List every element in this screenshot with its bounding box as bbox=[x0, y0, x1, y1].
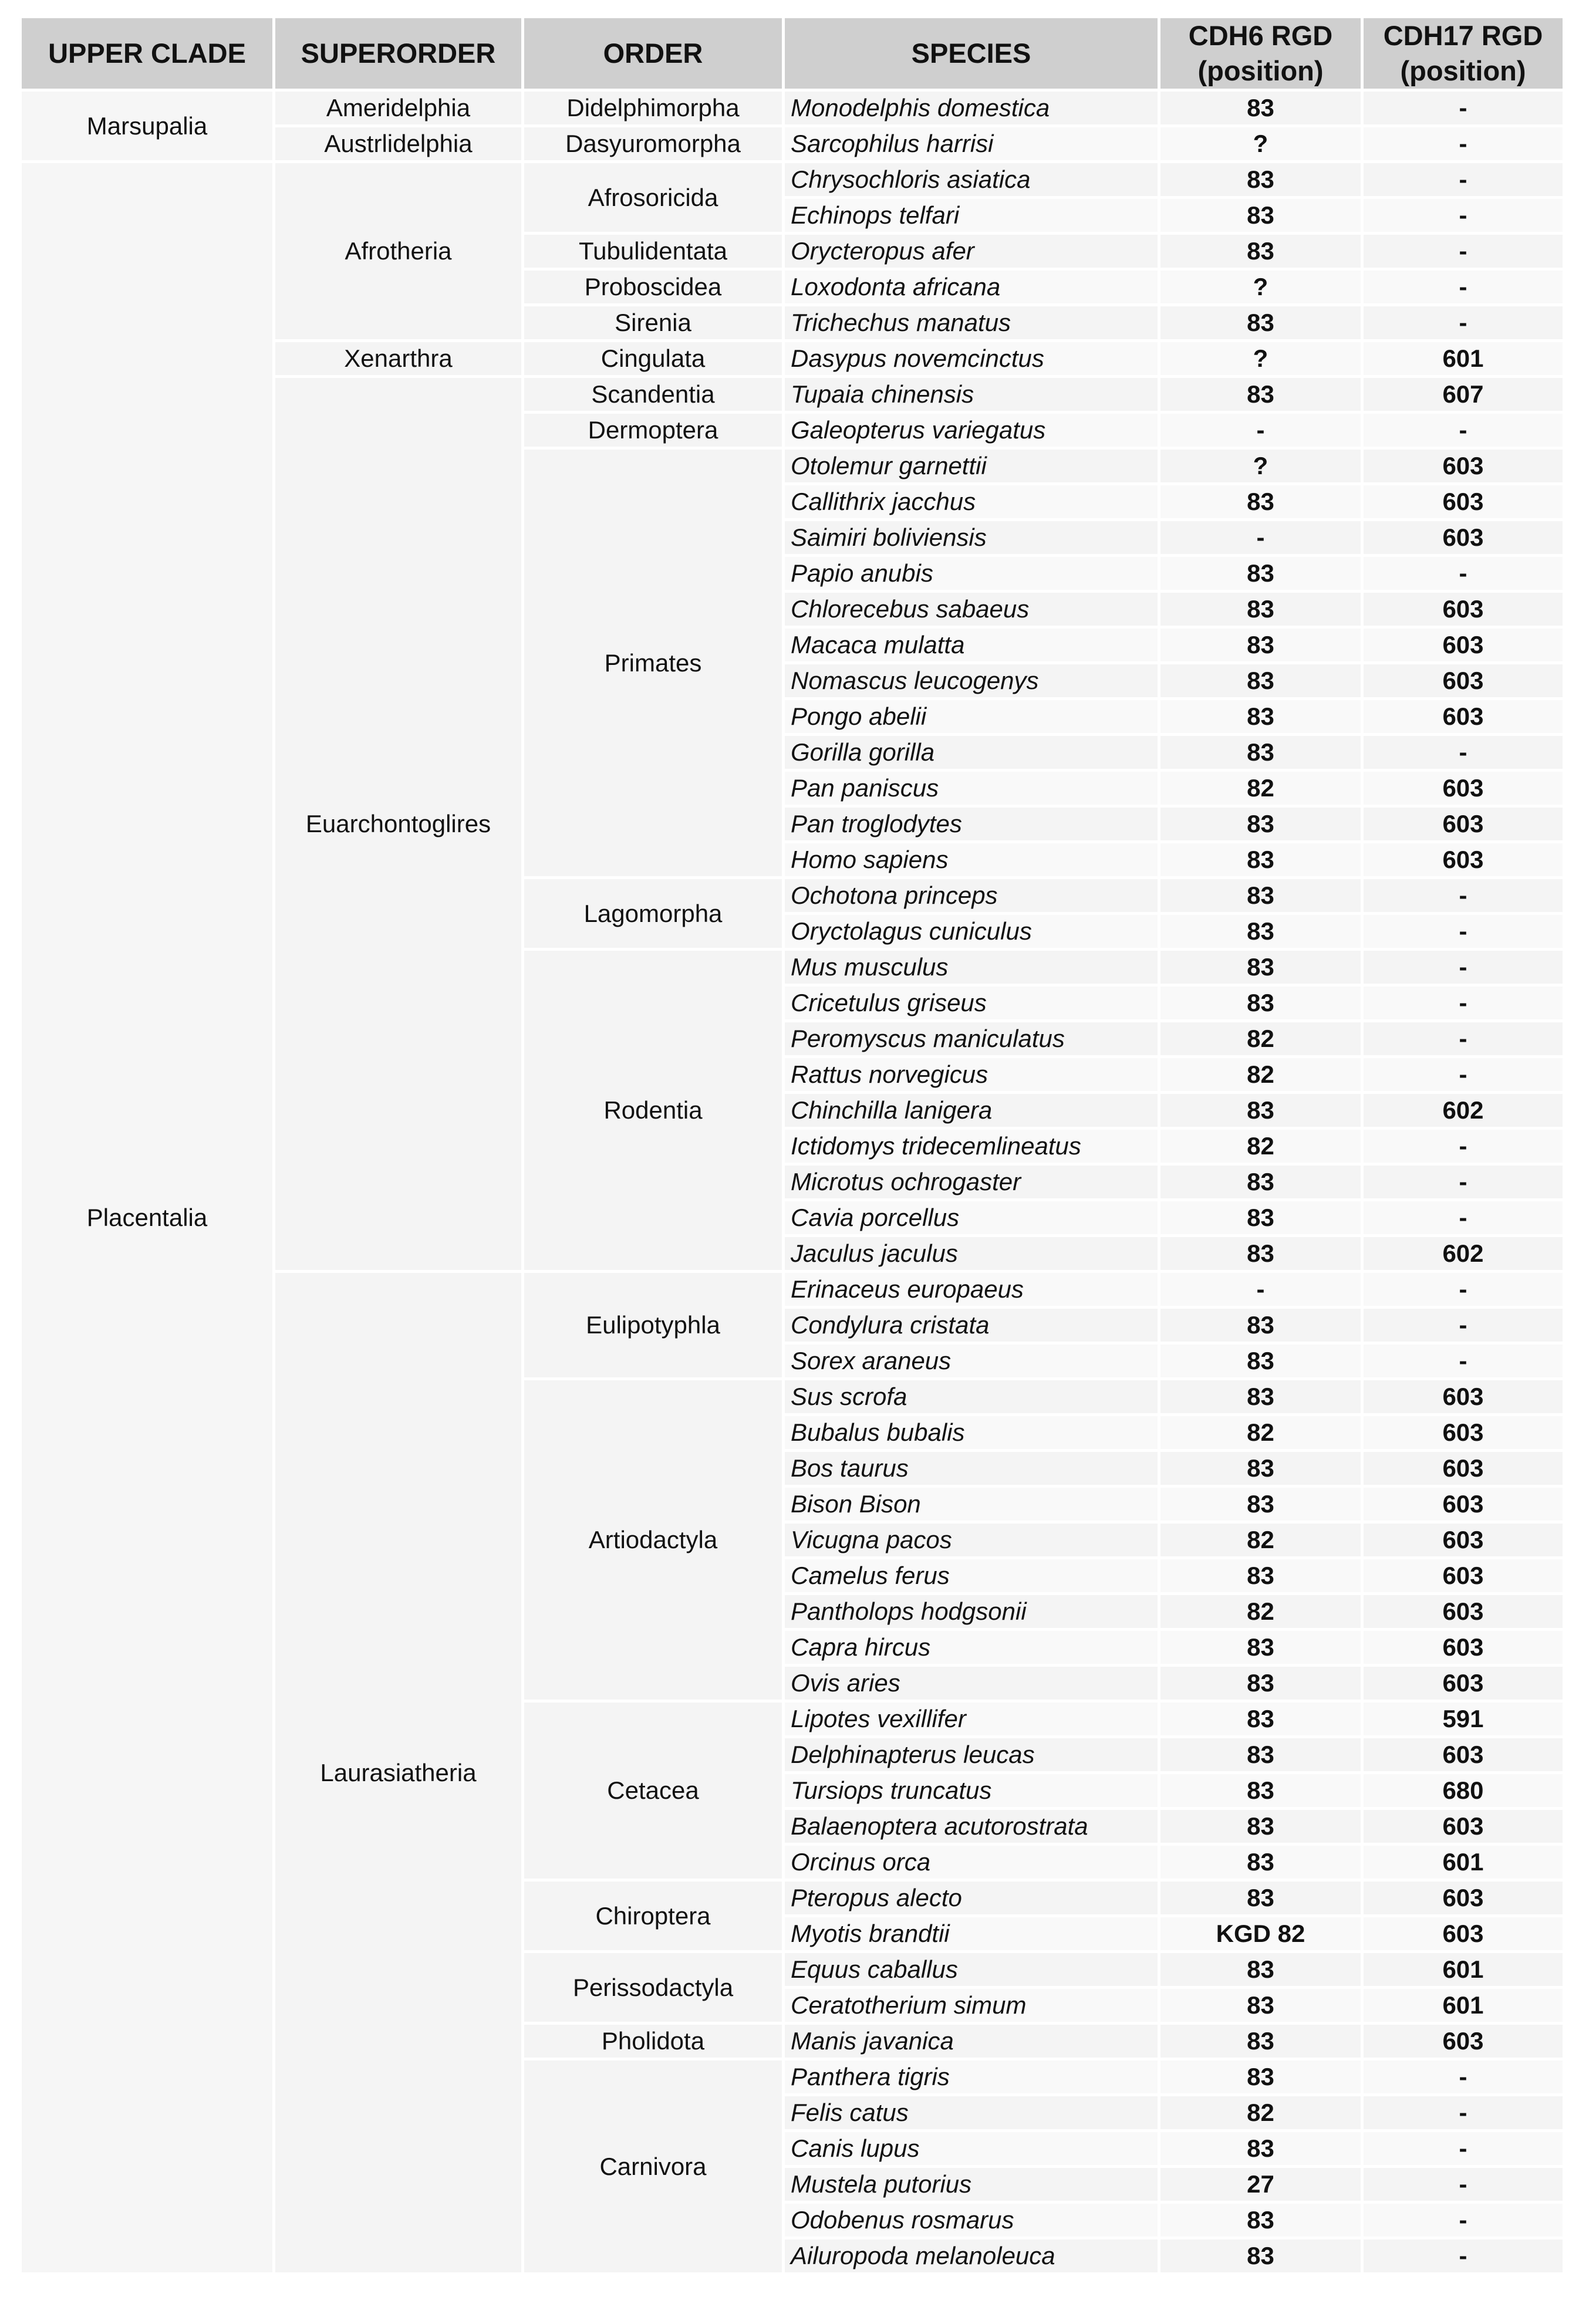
cdh6-cell: 83 bbox=[1159, 1487, 1362, 1522]
cdh6-cell: 83 bbox=[1159, 1952, 1362, 1988]
species-cell: Bubalus bubalis bbox=[784, 1415, 1159, 1451]
cdh17-cell: 603 bbox=[1362, 592, 1564, 627]
cdh6-cell: 82 bbox=[1159, 1415, 1362, 1451]
cdh17-cell: 603 bbox=[1362, 1630, 1564, 1666]
cdh6-cell: 83 bbox=[1159, 735, 1362, 771]
species-cell: Tursiops truncatus bbox=[784, 1773, 1159, 1809]
superorder-cell: Xenarthra bbox=[274, 341, 523, 377]
species-cell: Microtus ochrogaster bbox=[784, 1164, 1159, 1200]
cdh17-cell: - bbox=[1362, 735, 1564, 771]
cdh6-cell: 83 bbox=[1159, 1164, 1362, 1200]
order-cell: Sirenia bbox=[523, 305, 784, 341]
cdh17-cell: 603 bbox=[1362, 1487, 1564, 1522]
cdh17-cell: 603 bbox=[1362, 1666, 1564, 1701]
cdh6-cell: 83 bbox=[1159, 1666, 1362, 1701]
order-cell: Perissodactyla bbox=[523, 1952, 784, 2024]
order-cell: Proboscidea bbox=[523, 269, 784, 305]
cdh6-cell: 82 bbox=[1159, 1594, 1362, 1630]
species-cell: Pteropus alecto bbox=[784, 1880, 1159, 1916]
cdh17-cell: - bbox=[1362, 914, 1564, 950]
cdh6-cell: 83 bbox=[1159, 484, 1362, 520]
order-cell: Pholidota bbox=[523, 2024, 784, 2059]
cdh6-cell: 27 bbox=[1159, 2167, 1362, 2203]
cdh17-cell: - bbox=[1362, 1164, 1564, 1200]
species-cell: Condylura cristata bbox=[784, 1308, 1159, 1343]
species-cell: Sarcophilus harrisi bbox=[784, 126, 1159, 162]
species-cell: Loxodonta africana bbox=[784, 269, 1159, 305]
table-row bbox=[21, 90, 1564, 126]
cdh17-cell: 603 bbox=[1362, 1558, 1564, 1594]
cdh6-cell: 83 bbox=[1159, 1773, 1362, 1809]
cdh6-cell: 83 bbox=[1159, 162, 1362, 198]
header-cdh17-title: CDH17 RGD bbox=[1383, 20, 1543, 51]
species-cell: Balaenoptera acutorostrata bbox=[784, 1809, 1159, 1845]
species-cell: Mustela putorius bbox=[784, 2167, 1159, 2203]
cdh6-cell: 83 bbox=[1159, 1701, 1362, 1737]
cdh6-cell: 83 bbox=[1159, 699, 1362, 735]
cdh6-cell: 83 bbox=[1159, 1236, 1362, 1272]
header-superorder: SUPERORDER bbox=[274, 17, 523, 90]
cdh17-cell: 601 bbox=[1362, 1952, 1564, 1988]
cdh17-cell: - bbox=[1362, 985, 1564, 1021]
header-cdh6-title: CDH6 RGD bbox=[1188, 20, 1333, 51]
cdh17-cell: 601 bbox=[1362, 1988, 1564, 2024]
cdh17-cell: 603 bbox=[1362, 771, 1564, 806]
cdh6-cell: 82 bbox=[1159, 1021, 1362, 1057]
cdh6-cell: 83 bbox=[1159, 1880, 1362, 1916]
order-cell: Dasyuromorpha bbox=[523, 126, 784, 162]
cdh17-cell: - bbox=[1362, 126, 1564, 162]
species-cell: Bos taurus bbox=[784, 1451, 1159, 1487]
species-cell: Ailuropoda melanoleuca bbox=[784, 2238, 1159, 2274]
upper-clade-cell: Placentalia bbox=[21, 162, 274, 2274]
cdh17-cell: - bbox=[1362, 1343, 1564, 1379]
cdh6-cell: 82 bbox=[1159, 771, 1362, 806]
cdh17-cell: - bbox=[1362, 2203, 1564, 2238]
species-cell: Vicugna pacos bbox=[784, 1522, 1159, 1558]
order-cell: Carnivora bbox=[523, 2059, 784, 2274]
header-cdh6-sub: (position) bbox=[1197, 55, 1324, 86]
species-cell: Ictidomys tridecemlineatus bbox=[784, 1129, 1159, 1164]
species-cell: Monodelphis domestica bbox=[784, 90, 1159, 126]
cdh17-cell: - bbox=[1362, 2059, 1564, 2095]
cdh17-cell: - bbox=[1362, 2167, 1564, 2203]
cdh6-cell: - bbox=[1159, 413, 1362, 448]
cdh6-cell: 83 bbox=[1159, 2238, 1362, 2274]
cdh17-cell: 603 bbox=[1362, 842, 1564, 878]
cadherin-rgd-table bbox=[19, 15, 1565, 2275]
header-row bbox=[21, 17, 1564, 90]
cdh6-cell: 83 bbox=[1159, 1379, 1362, 1415]
cdh6-cell: 83 bbox=[1159, 1451, 1362, 1487]
cdh17-cell: - bbox=[1362, 269, 1564, 305]
species-cell: Oryctolagus cuniculus bbox=[784, 914, 1159, 950]
cdh6-cell: - bbox=[1159, 1272, 1362, 1308]
header-cdh6 bbox=[1159, 17, 1362, 90]
species-cell: Canis lupus bbox=[784, 2131, 1159, 2167]
superorder-cell: Afrotheria bbox=[274, 162, 523, 341]
cdh6-cell: 83 bbox=[1159, 985, 1362, 1021]
cdh6-cell: 83 bbox=[1159, 1630, 1362, 1666]
species-cell: Homo sapiens bbox=[784, 842, 1159, 878]
cdh17-cell: 602 bbox=[1362, 1093, 1564, 1129]
species-cell: Otolemur garnettii bbox=[784, 448, 1159, 484]
cdh6-cell: 83 bbox=[1159, 1737, 1362, 1773]
cdh6-cell: 83 bbox=[1159, 842, 1362, 878]
species-cell: Odobenus rosmarus bbox=[784, 2203, 1159, 2238]
cdh6-cell: 83 bbox=[1159, 2203, 1362, 2238]
species-cell: Papio anubis bbox=[784, 556, 1159, 592]
cdh6-cell: 83 bbox=[1159, 878, 1362, 914]
order-cell: Afrosoricida bbox=[523, 162, 784, 234]
cdh17-cell: 603 bbox=[1362, 520, 1564, 556]
species-cell: Pan troglodytes bbox=[784, 806, 1159, 842]
superorder-cell: Laurasiatheria bbox=[274, 1272, 523, 2274]
cdh6-cell: 83 bbox=[1159, 234, 1362, 269]
header-species: SPECIES bbox=[784, 17, 1159, 90]
cdh6-cell: 83 bbox=[1159, 198, 1362, 234]
order-cell: Tubulidentata bbox=[523, 234, 784, 269]
cdh17-cell: 603 bbox=[1362, 1916, 1564, 1952]
upper-clade-cell: Marsupalia bbox=[21, 90, 274, 162]
cdh6-cell: 83 bbox=[1159, 305, 1362, 341]
cdh6-cell: 83 bbox=[1159, 627, 1362, 663]
cdh17-cell: 603 bbox=[1362, 806, 1564, 842]
species-cell: Saimiri boliviensis bbox=[784, 520, 1159, 556]
cdh6-cell: - bbox=[1159, 520, 1362, 556]
species-cell: Bison Bison bbox=[784, 1487, 1159, 1522]
cdh6-cell: 83 bbox=[1159, 2131, 1362, 2167]
header-order: ORDER bbox=[523, 17, 784, 90]
cdh6-cell: 83 bbox=[1159, 2059, 1362, 2095]
cdh17-cell: 607 bbox=[1362, 377, 1564, 413]
species-cell: Echinops telfari bbox=[784, 198, 1159, 234]
order-cell: Didelphimorpha bbox=[523, 90, 784, 126]
cdh17-cell: 603 bbox=[1362, 1451, 1564, 1487]
cdh6-cell: 83 bbox=[1159, 556, 1362, 592]
cdh17-cell: 603 bbox=[1362, 1379, 1564, 1415]
species-cell: Myotis brandtii bbox=[784, 1916, 1159, 1952]
species-cell: Chlorecebus sabaeus bbox=[784, 592, 1159, 627]
species-cell: Macaca mulatta bbox=[784, 627, 1159, 663]
cdh17-cell: 601 bbox=[1362, 341, 1564, 377]
cdh17-cell: 603 bbox=[1362, 1880, 1564, 1916]
species-cell: Nomascus leucogenys bbox=[784, 663, 1159, 699]
cdh17-cell: 591 bbox=[1362, 1701, 1564, 1737]
cdh17-cell: 603 bbox=[1362, 448, 1564, 484]
cdh17-cell: - bbox=[1362, 2095, 1564, 2131]
cdh6-cell: ? bbox=[1159, 341, 1362, 377]
cdh17-cell: 603 bbox=[1362, 663, 1564, 699]
cdh6-cell: 83 bbox=[1159, 377, 1362, 413]
order-cell: Primates bbox=[523, 448, 784, 878]
cdh17-cell: - bbox=[1362, 234, 1564, 269]
species-cell: Orycteropus afer bbox=[784, 234, 1159, 269]
cdh17-cell: 603 bbox=[1362, 1594, 1564, 1630]
cdh17-cell: - bbox=[1362, 556, 1564, 592]
species-cell: Chrysochloris asiatica bbox=[784, 162, 1159, 198]
species-cell: Manis javanica bbox=[784, 2024, 1159, 2059]
header-cdh17 bbox=[1362, 17, 1564, 90]
cdh6-cell: 82 bbox=[1159, 1522, 1362, 1558]
cdh17-cell: 603 bbox=[1362, 699, 1564, 735]
species-cell: Equus caballus bbox=[784, 1952, 1159, 1988]
cdh17-cell: 680 bbox=[1362, 1773, 1564, 1809]
cdh17-cell: 602 bbox=[1362, 1236, 1564, 1272]
species-cell: Peromyscus maniculatus bbox=[784, 1021, 1159, 1057]
cdh6-cell: 83 bbox=[1159, 90, 1362, 126]
cdh17-cell: - bbox=[1362, 1129, 1564, 1164]
cdh6-cell: 82 bbox=[1159, 1129, 1362, 1164]
cdh17-cell: - bbox=[1362, 198, 1564, 234]
cdh6-cell: 83 bbox=[1159, 1093, 1362, 1129]
species-cell: Dasypus novemcinctus bbox=[784, 341, 1159, 377]
species-cell: Tupaia chinensis bbox=[784, 377, 1159, 413]
cdh17-cell: 603 bbox=[1362, 2024, 1564, 2059]
order-cell: Chiroptera bbox=[523, 1880, 784, 1952]
table-body bbox=[21, 90, 1564, 2274]
header-upper-clade: UPPER CLADE bbox=[21, 17, 274, 90]
cdh17-cell: 603 bbox=[1362, 1415, 1564, 1451]
species-cell: Delphinapterus leucas bbox=[784, 1737, 1159, 1773]
species-cell: Capra hircus bbox=[784, 1630, 1159, 1666]
cdh6-cell: 83 bbox=[1159, 592, 1362, 627]
cdh6-cell: KGD 82 bbox=[1159, 1916, 1362, 1952]
cdh17-cell: - bbox=[1362, 1200, 1564, 1236]
cdh6-cell: 83 bbox=[1159, 1308, 1362, 1343]
order-cell: Cingulata bbox=[523, 341, 784, 377]
species-cell: Erinaceus europaeus bbox=[784, 1272, 1159, 1308]
order-cell: Cetacea bbox=[523, 1701, 784, 1880]
species-cell: Orcinus orca bbox=[784, 1845, 1159, 1880]
species-cell: Jaculus jaculus bbox=[784, 1236, 1159, 1272]
table-row bbox=[21, 162, 1564, 198]
superorder-cell: Ameridelphia bbox=[274, 90, 523, 126]
superorder-cell: Euarchontoglires bbox=[274, 377, 523, 1272]
species-cell: Felis catus bbox=[784, 2095, 1159, 2131]
cdh6-cell: 83 bbox=[1159, 2024, 1362, 2059]
header-cdh17-sub: (position) bbox=[1400, 55, 1526, 86]
table-header bbox=[21, 17, 1564, 90]
cdh17-cell: 603 bbox=[1362, 1809, 1564, 1845]
species-cell: Rattus norvegicus bbox=[784, 1057, 1159, 1093]
species-cell: Sorex araneus bbox=[784, 1343, 1159, 1379]
species-cell: Lipotes vexillifer bbox=[784, 1701, 1159, 1737]
cdh17-cell: - bbox=[1362, 2131, 1564, 2167]
cdh6-cell: 83 bbox=[1159, 914, 1362, 950]
cdh17-cell: 603 bbox=[1362, 1737, 1564, 1773]
cdh6-cell: 83 bbox=[1159, 806, 1362, 842]
species-cell: Trichechus manatus bbox=[784, 305, 1159, 341]
species-cell: Chinchilla lanigera bbox=[784, 1093, 1159, 1129]
table-container bbox=[19, 15, 1563, 2275]
cdh17-cell: - bbox=[1362, 413, 1564, 448]
cdh6-cell: ? bbox=[1159, 269, 1362, 305]
cdh17-cell: - bbox=[1362, 1057, 1564, 1093]
species-cell: Gorilla gorilla bbox=[784, 735, 1159, 771]
species-cell: Pantholops hodgsonii bbox=[784, 1594, 1159, 1630]
cdh6-cell: 83 bbox=[1159, 1845, 1362, 1880]
cdh17-cell: - bbox=[1362, 950, 1564, 985]
cdh17-cell: - bbox=[1362, 162, 1564, 198]
cdh17-cell: - bbox=[1362, 1308, 1564, 1343]
species-cell: Ochotona princeps bbox=[784, 878, 1159, 914]
species-cell: Callithrix jacchus bbox=[784, 484, 1159, 520]
order-cell: Lagomorpha bbox=[523, 878, 784, 950]
cdh6-cell: 83 bbox=[1159, 950, 1362, 985]
cdh17-cell: 603 bbox=[1362, 1522, 1564, 1558]
species-cell: Pongo abelii bbox=[784, 699, 1159, 735]
cdh6-cell: ? bbox=[1159, 448, 1362, 484]
cdh17-cell: 603 bbox=[1362, 484, 1564, 520]
cdh6-cell: 82 bbox=[1159, 2095, 1362, 2131]
species-cell: Mus musculus bbox=[784, 950, 1159, 985]
cdh6-cell: ? bbox=[1159, 126, 1362, 162]
species-cell: Pan paniscus bbox=[784, 771, 1159, 806]
order-cell: Artiodactyla bbox=[523, 1379, 784, 1701]
cdh6-cell: 83 bbox=[1159, 1809, 1362, 1845]
cdh6-cell: 83 bbox=[1159, 1558, 1362, 1594]
cdh17-cell: - bbox=[1362, 1272, 1564, 1308]
cdh6-cell: 83 bbox=[1159, 663, 1362, 699]
cdh17-cell: 601 bbox=[1362, 1845, 1564, 1880]
species-cell: Galeopterus variegatus bbox=[784, 413, 1159, 448]
species-cell: Sus scrofa bbox=[784, 1379, 1159, 1415]
species-cell: Cavia porcellus bbox=[784, 1200, 1159, 1236]
cdh17-cell: - bbox=[1362, 2238, 1564, 2274]
species-cell: Panthera tigris bbox=[784, 2059, 1159, 2095]
cdh6-cell: 83 bbox=[1159, 1200, 1362, 1236]
order-cell: Dermoptera bbox=[523, 413, 784, 448]
order-cell: Rodentia bbox=[523, 950, 784, 1272]
superorder-cell: Austrlidelphia bbox=[274, 126, 523, 162]
cdh17-cell: - bbox=[1362, 1021, 1564, 1057]
species-cell: Ovis aries bbox=[784, 1666, 1159, 1701]
cdh17-cell: - bbox=[1362, 305, 1564, 341]
species-cell: Ceratotherium simum bbox=[784, 1988, 1159, 2024]
cdh6-cell: 82 bbox=[1159, 1057, 1362, 1093]
cdh17-cell: - bbox=[1362, 878, 1564, 914]
cdh17-cell: - bbox=[1362, 90, 1564, 126]
cdh6-cell: 83 bbox=[1159, 1343, 1362, 1379]
cdh17-cell: 603 bbox=[1362, 627, 1564, 663]
order-cell: Scandentia bbox=[523, 377, 784, 413]
species-cell: Camelus ferus bbox=[784, 1558, 1159, 1594]
cdh6-cell: 83 bbox=[1159, 1988, 1362, 2024]
species-cell: Cricetulus griseus bbox=[784, 985, 1159, 1021]
order-cell: Eulipotyphla bbox=[523, 1272, 784, 1379]
